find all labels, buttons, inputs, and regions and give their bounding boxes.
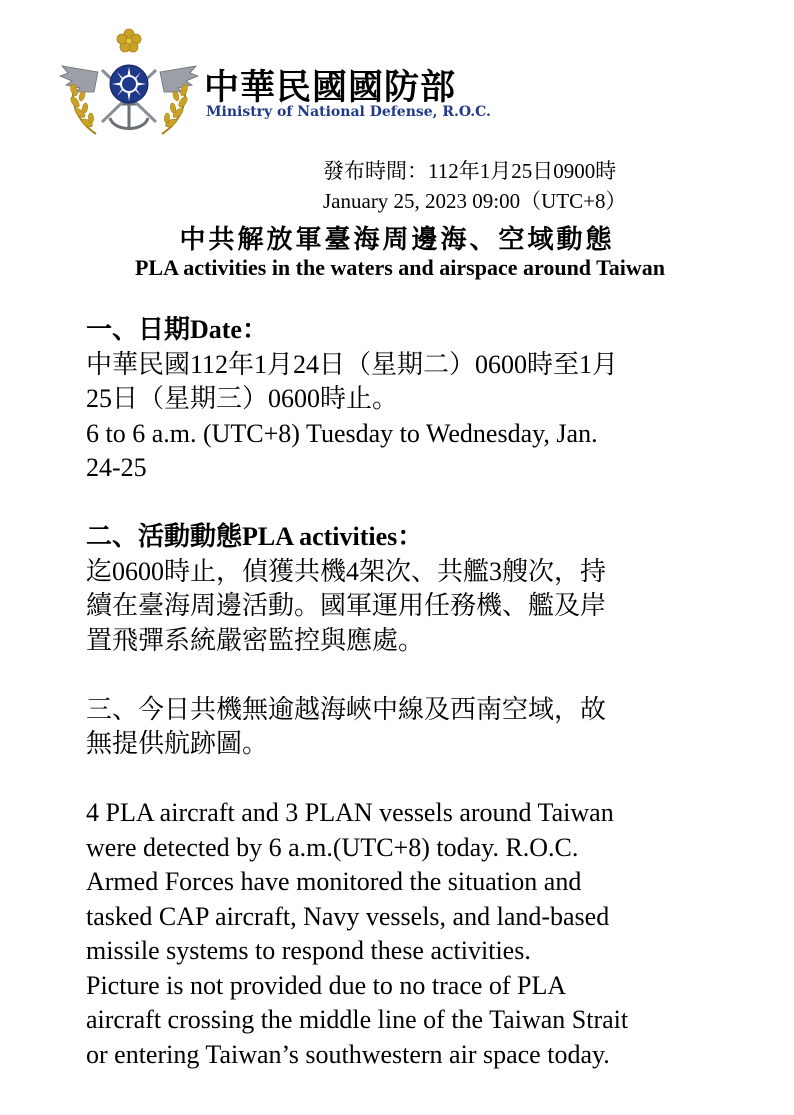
section-date-heading: 一、日期Date： — [86, 315, 268, 344]
org-name-en: Ministry of National Defense, R.O.C. — [206, 104, 491, 120]
mnd-emblem-icon — [58, 26, 200, 142]
english-summary-line: Armed Forces have monitored the situation and — [86, 867, 582, 896]
spacer — [86, 658, 776, 693]
english-summary-line: aircraft crossing the middle line of the Taiwan Strait — [86, 1005, 629, 1034]
spacer — [86, 762, 776, 797]
letterhead — [58, 26, 518, 146]
document-title-en: PLA activities in the waters and airspace around Taiwan — [134, 255, 666, 280]
section-activities-line: 迄0600時止，偵獲共機4架次、共艦3艘次，持 — [86, 556, 607, 586]
english-summary-line: were detected by 6 a.m.(UTC+8) today. R.O.C. — [86, 832, 579, 862]
release-time-zh: 發布時間：112年1月25日0900時 — [323, 159, 617, 183]
english-summary-line: missile systems to respond these activities. — [86, 936, 531, 965]
release-time-block — [323, 156, 627, 216]
section-activities-line: 置飛彈系統嚴密監控與應處。 — [86, 625, 425, 655]
english-summary-line: 4 PLA aircraft and 3 PLAN vessels around Taiwan — [86, 798, 614, 827]
section-activities-line: 續在臺海周邊活動。國軍運用任務機、艦及岸 — [86, 591, 607, 620]
release-time-en: January 25, 2023 09:00（UTC+8） — [323, 189, 627, 213]
section-track-line: 三、今日共機無逾越海峽中線及西南空域，故 — [86, 694, 607, 724]
spacer — [86, 486, 776, 521]
section-track-line: 無提供航跡圖。 — [86, 729, 269, 758]
section-date-line: 6 to 6 a.m. (UTC+8) Tuesday to Wednesday, Jan. — [86, 418, 598, 448]
document-body — [86, 313, 776, 1072]
english-summary-line: Picture is not provided due to no trace of PLA — [86, 970, 567, 1000]
section-activities-heading: 二、活動動態PLA activities： — [86, 522, 424, 551]
english-summary-line: or entering Taiwan’s southwestern air space today. — [86, 1039, 610, 1069]
section-date-line: 24-25 — [86, 453, 147, 482]
section-date-line: 中華民國112年1月24日（星期二）0600時至1月 — [86, 349, 619, 379]
section-date-line: 25日（星期三）0600時止。 — [86, 384, 399, 413]
english-summary-line: tasked CAP aircraft, Navy vessels, and land-based — [86, 901, 610, 931]
org-name-zh: 中華民國國防部 — [204, 68, 457, 108]
document-title-zh: 中共解放軍臺海周邊海、空域動態 — [179, 225, 615, 255]
